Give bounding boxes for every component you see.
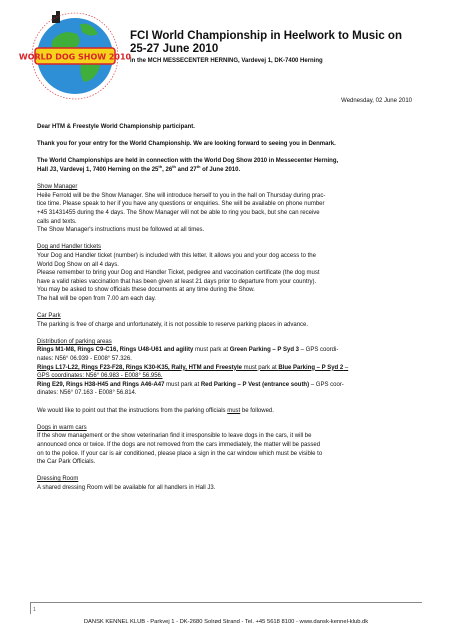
parking-note: We would like to point out that the instructions from the parking officials must be followed.: [37, 407, 274, 414]
letter-date: Wednesday, 02 June 2010: [341, 98, 412, 104]
tickets-section: Dog and Handler tickets Your Dog and Handler ticket (number) is included with this letter. It allows you and your dog access to the World Dog Show on all 4 days. Please remember to bring your Dog and Handler Ticket, pedigree and vaccination certificate (the dog must have a valid rabies vaccination that has been given at least 21 days prior to departure from your country). You may be asked to show officials these documents at any time during the Show. The hall will be open from 7.00 am each day.: [37, 243, 417, 303]
world-dog-show-logo: [18, 6, 132, 102]
section-heading: Dog and Handler tickets: [37, 244, 102, 251]
thanks-paragraph: Thank you for your entry for the World Championship. We are looking forward to seeing you in Denmark.: [37, 141, 336, 148]
footer-tick: [30, 602, 31, 614]
show-manager-section: Show Manager Heile Ferrold will be the Show Manager. She will introduce herself to you in the hall on Thursday during prac- tice time. Please speak to her if you have any questions or enquiries. She will be available on phone number +45 31431455 during the 4 days. The Show Manager will not be able to ring you back, but she can receive calls and texts. The Show Manager's instructions must be followed at all times.: [37, 183, 417, 235]
car-park-section: Car Park The parking is free of charge and unfortunately, it is not possible to reserve parking places in advance.: [37, 312, 417, 329]
intro-paragraph: The World Championships are held in connection with the World Dog Show 2010 in Messecenter Herning, Hall J3, Vardevej 1, 7400 Herning on the 25th, 26th and 27th of June 2010.: [37, 158, 339, 173]
greeting: Dear HTM & Freestyle World Championship participant.: [37, 124, 195, 130]
dressing-room-section: Dressing Room A shared dressing Room will be available for all handlers in Hall J3.: [37, 475, 417, 492]
section-heading: Dressing Room: [37, 476, 79, 483]
section-heading: Show Manager: [37, 184, 78, 191]
section-heading: Dogs in warm cars: [37, 424, 87, 431]
svg-text:WORLD DOG SHOW 2010: WORLD DOG SHOW 2010: [18, 52, 132, 62]
parking-distribution-section: Distribution of parking areas Rings M1-M8, Rings C9-C16, Rings U48-U61 and agility must park at Green Parking – P Syd 3 – GPS coordi- nates: N56° 06.939 - E008° 57.326. Rings L17-L22, Rings F23-F28, Rings K30-K35, Rally, HTM and Freestyle must park at Blue Parking – P Syd 2 – GPS coordinates: N56° 06.983 - E008° 56.956. Ring E29, Rings H38-H45 and Rings A46-A47 must park at Red Parking – P Vest (entrance south) – GPS coor- dinates: N56° 07.163 - E008° 56.814.: [37, 338, 417, 398]
section-heading: Distribution of parking areas: [37, 338, 112, 345]
footer-address: DANSK KENNEL KLUB - Parkvej 1 - DK-2680 Solrød Strand - Tel. +45 5618 8100 - www.dansk-kennel-klub.dk: [83, 619, 369, 625]
footer-divider: [30, 602, 422, 603]
page-number: 1: [33, 607, 36, 613]
venue-subtitle: in the MCH MESSECENTER HERNING, Vardevej 1, DK-7400 Herning: [130, 58, 323, 64]
page-title: FCI World Championship in Heelwork to Music on 25-27 June 2010: [130, 30, 402, 55]
section-heading: Car Park: [37, 313, 61, 320]
warm-cars-section: Dogs in warm cars If the show management or the show veterinarian find it irresponsible to leave dogs in the cars, it will be announced once or twice. If the dogs are not removed from the cars immediately, the matter will be passed on to the police. If your car is air conditioned, please place a sign in the car window which must be visible to the Car Park Officials.: [37, 424, 417, 467]
letter-body: [37, 123, 417, 501]
